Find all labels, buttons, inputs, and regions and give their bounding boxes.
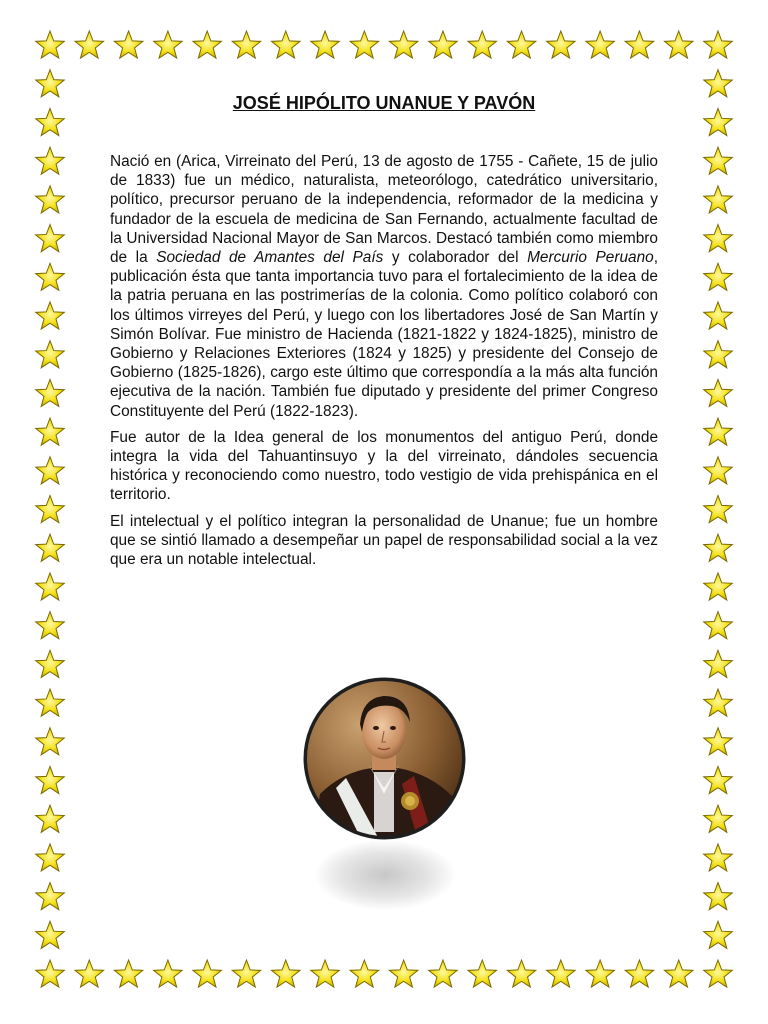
star-icon [704,147,733,174]
portrait-shadow [315,840,455,910]
star-icon [272,31,301,58]
star-icon [36,70,65,97]
star-icon [114,960,143,987]
star-icon [272,960,301,987]
star-icon [389,31,418,58]
star-icon [350,31,379,58]
star-icon [36,457,65,484]
star-icon [586,31,615,58]
portrait-image [302,676,467,841]
biography-text: Nació en (Arica, Virreinato del Perú, 13 de agosto de 1755 - Cañete, 15 de julio de 1833) fue un médico, naturalista, meteorólogo, catedrático universitario, político, precursor peruano de la independencia, reformador de la medicina y fundador de la escuela de medicina de San Fernando, actualmente facultad de la Universidad Nacional Mayor de San Marcos. Destacó también como miembro de la [110,153,658,267]
star-icon [704,534,733,561]
star-icon [36,689,65,716]
star-icon [36,147,65,174]
star-icon [154,960,183,987]
star-icon [114,31,143,58]
star-icon [311,960,340,987]
star-icon [36,573,65,600]
star-icon [468,960,497,987]
star-icon [704,844,733,871]
star-icon [36,960,65,987]
star-icon [36,379,65,406]
star-icon [704,418,733,445]
star-icon [704,341,733,368]
paragraph-biography [110,152,658,421]
star-icon [193,960,222,987]
star-icon [350,960,379,987]
star-icon [704,883,733,910]
star-icon [704,650,733,677]
star-icon [704,31,733,58]
star-icon [36,418,65,445]
star-icon [507,960,536,987]
star-icon [625,31,654,58]
star-icon [704,379,733,406]
star-icon [36,534,65,561]
star-icon [625,960,654,987]
star-icon [36,302,65,329]
page-title: JOSÉ HIPÓLITO UNANUE Y PAVÓN [232,93,536,113]
star-icon [36,612,65,639]
star-icon [232,31,261,58]
star-icon [389,960,418,987]
star-icon [429,960,458,987]
paragraph-personality: El intelectual y el político integran la personalidad de Unanue; fue un hombre que se sintió llamado a desempeñar un papel de responsabilidad social a la vez que era un notable intelectual. [110,512,658,569]
star-icon [36,883,65,910]
star-icon [75,31,104,58]
star-icon [704,921,733,948]
star-icon [36,225,65,252]
star-icon [704,728,733,755]
star-icon [704,689,733,716]
star-icon [586,960,615,987]
star-icon [36,341,65,368]
star-icon [468,31,497,58]
star-icon [704,108,733,135]
star-icon [232,960,261,987]
star-icon [704,263,733,290]
star-icon [704,960,733,987]
star-icon [311,31,340,58]
star-icon [36,805,65,832]
biography-text: y colaborador del [383,249,528,267]
star-icon [704,186,733,213]
star-icon [507,31,536,58]
star-icon [704,573,733,600]
star-icon [429,31,458,58]
star-icon [36,186,65,213]
star-icon [704,805,733,832]
biography-text: , publicación ésta que tanta importancia tuvo para el fortalecimiento de la idea de la patria peruana en las postrimerías de la colonia. Como político colaboró con los últimos virreyes del Perú, y luego con los libertadores José de San Martín y Simón Bolívar. Fue ministro de Hacienda (1821-1822 y 1824-1825), ministro de Gobierno y Relaciones Exteriores (1824 y 1825) y presidente del Consejo de Gobierno (1825-1826), cargo este último que correspondía a la más alta función ejecutiva de la nación. También fue diputado y presidente del primer Congreso Constituyente del Perú (1822-1823). [110,249,658,420]
star-icon [36,766,65,793]
star-icon [36,496,65,523]
star-icon [547,960,576,987]
star-icon [664,960,693,987]
star-icon [704,70,733,97]
star-icon [36,844,65,871]
star-icon [36,108,65,135]
star-icon [154,31,183,58]
star-icon [36,921,65,948]
star-icon [704,225,733,252]
star-icon [36,263,65,290]
star-icon [36,31,65,58]
star-icon [36,728,65,755]
mercurio-peruano: Mercurio Peruano [527,249,654,267]
document-body [110,152,658,576]
sociedad-amantes-del-pais: Sociedad de Amantes del País [156,249,384,267]
star-icon [704,496,733,523]
star-icon [704,457,733,484]
star-icon [193,31,222,58]
star-icon [75,960,104,987]
star-icon [704,766,733,793]
star-icon [664,31,693,58]
star-icon [704,302,733,329]
star-icon [547,31,576,58]
star-icon [36,650,65,677]
star-icon [704,612,733,639]
paragraph-works: Fue autor de la Idea general de los monumentos del antiguo Perú, donde integra la vida del Tahuantinsuyo y la del virreinato, dándoles secuencia histórica y reconociendo como nuestro, todo vestigio de vida prehispánica en el territorio. [110,428,658,504]
